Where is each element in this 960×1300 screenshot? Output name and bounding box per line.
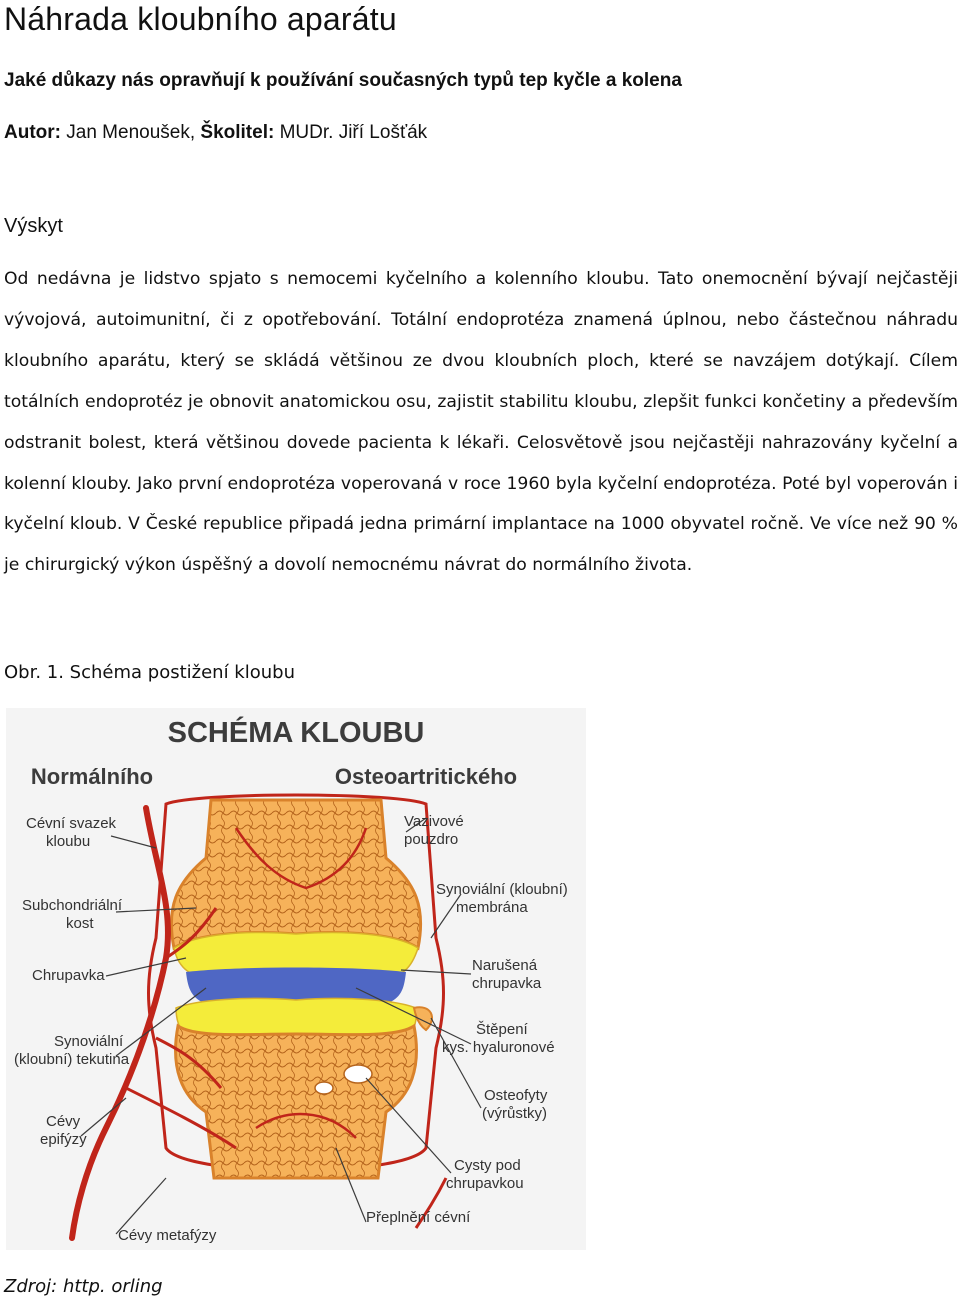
svg-text:Narušená chrupavka <box>472 957 542 992</box>
author-name: Jan Menoušek, <box>66 122 196 143</box>
upper-bone <box>171 800 420 948</box>
label-metaphysis-vessels: Cévy metafýzy <box>118 1227 217 1244</box>
label-hyaluronic-split-1: Štěpení <box>476 1021 528 1038</box>
label-vascular-bundle-2: kloubu <box>46 833 91 850</box>
label-cartilage: Chrupavka <box>32 967 105 984</box>
label-osteophytes-2: (výrůstky) <box>482 1105 547 1122</box>
label-damaged-cartilage-2: chrupavka <box>472 975 542 992</box>
label-osteophytes-1: Osteofyty <box>484 1087 548 1104</box>
label-synovial-fluid-2: (kloubní) tekutina <box>14 1051 130 1068</box>
svg-text:Cévy epifýzy <box>40 1113 87 1148</box>
figure-source: Zdroj: http. orling <box>4 1276 163 1297</box>
label-subchondral-bone-2: kost <box>66 915 94 932</box>
joint-schema-figure <box>6 708 586 1250</box>
figure-right-heading: Osteoartritického <box>334 764 518 789</box>
svg-text:Osteofyty (výrůstky) <box>482 1087 552 1122</box>
figure-left-heading: Normálního <box>30 764 154 789</box>
label-cysts-2: chrupavkou <box>446 1175 524 1192</box>
author-label: Autor: <box>4 122 61 143</box>
body-paragraph: Od nedávna je lidstvo spjato s nemocemi kyčelního a kolenního kloubu. Tato onemocnění bývají nejčastěji vývojová, autoimunitní, či z opotřebování. Totální endoprotéza znamená úplnou, nebo částečnou náhradu kloubního aparátu, který se skládá většinou ze dvou kloubních ploch, které se navzájem dotýkají. Cílem totálních endoprotéz je obnovit anatomickou osu, zajistit stabilitu kloubu, zlepšit funkci končetiny a především odstranit bolest, která většinou dovede pacienta k lékaři. Celosvětově jsou nejčastěji nahrazovány kyčelní a kolenní klouby. Jako první endoprotéza voperovaná v roce 1960 byla kyčelní endoprotéza. Poté byl voperován i kyčelní kloub. V České republice připadá jedna primární implantace na 1000 obyvatel ročně. Ve více než 90 % je chirurgický výkon úspěšný a dovolí nemocnému návrat do normálního života. <box>4 269 958 576</box>
label-epiphysis-vessels-1: Cévy <box>46 1113 81 1130</box>
author-line <box>4 120 427 146</box>
document-title: Náhrada kloubního aparátu <box>4 1 397 37</box>
supervisor-label: Školitel: <box>200 122 275 143</box>
document-subtitle: Jaké důkazy nás opravňují k používání současných typů tep kyčle a kolena <box>4 70 682 91</box>
label-epiphysis-vessels-2: epifýzy <box>40 1131 87 1148</box>
figure-heading: SCHÉMA KLOUBU <box>167 717 425 749</box>
label-vascular-bundle-1: Cévní svazek <box>26 815 117 832</box>
label-subchondral-bone-1: Subchondriální <box>22 897 123 914</box>
label-cysts-1: Cysty pod <box>454 1157 521 1174</box>
label-synovial-membrane-1: Synoviální (kloubní) <box>436 881 568 898</box>
figure-caption: Obr. 1. Schéma postižení kloubu <box>4 662 295 683</box>
label-hyaluronic-split-2: kys. hyaluronové <box>442 1039 555 1056</box>
section-heading: Výskyt <box>4 215 63 237</box>
joint-schema-diagram <box>6 708 586 1250</box>
label-vascular-congestion: Přeplnění cévní <box>366 1209 471 1226</box>
supervisor-name: MUDr. Jiří Lošťák <box>279 122 428 143</box>
svg-text:Cysty pod chrupavkou <box>446 1157 525 1192</box>
label-synovial-fluid-1: Synoviální <box>54 1033 124 1050</box>
label-fibrous-capsule-2: pouzdro <box>404 831 459 848</box>
label-synovial-membrane-2: membrána <box>456 899 528 916</box>
label-damaged-cartilage-1: Narušená <box>472 957 538 974</box>
label-fibrous-capsule-1: Vazivové <box>404 813 464 830</box>
synovial-space <box>186 968 406 1005</box>
cyst <box>315 1082 333 1094</box>
lower-bone <box>176 1026 417 1178</box>
